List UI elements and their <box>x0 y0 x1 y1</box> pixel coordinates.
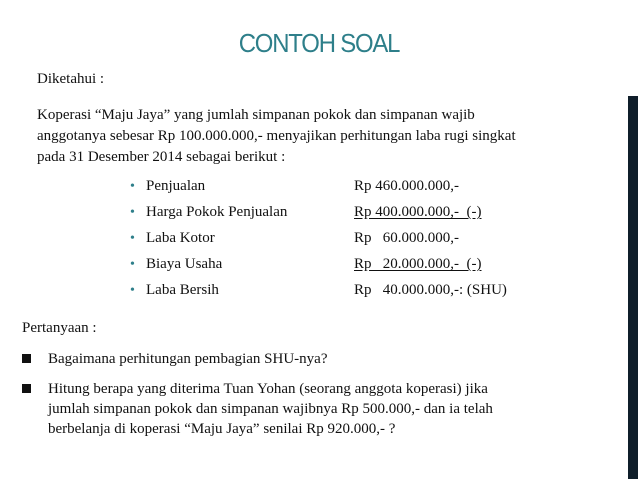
problem-paragraph <box>37 105 516 168</box>
right-edge-bar <box>628 96 638 479</box>
item-value: Rp 40.000.000,-: (SHU) <box>354 282 507 298</box>
round-bullet-icon: • <box>130 179 135 194</box>
item-label: Laba Kotor <box>146 230 215 246</box>
square-bullet-icon <box>22 354 31 363</box>
item-value: Rp 460.000.000,- <box>354 178 459 194</box>
diketahui-label: Diketahui : <box>37 71 105 87</box>
item-label: Laba Bersih <box>146 282 219 298</box>
item-label: Biaya Usaha <box>146 256 223 272</box>
round-bullet-icon: • <box>130 257 135 272</box>
question-line: jumlah simpanan pokok dan simpanan wajibnya Rp 500.000,- dan ia telah <box>48 401 493 417</box>
item-value: Rp 20.000.000,- (-) <box>354 256 482 272</box>
slide-title: CONTOH SOAL <box>238 28 400 58</box>
round-bullet-icon: • <box>130 205 135 220</box>
item-value: Rp 60.000.000,- <box>354 230 459 246</box>
round-bullet-icon: • <box>130 231 135 246</box>
paragraph-line: anggotanya sebesar Rp 100.000.000,- menyajikan perhitungan laba rugi singkat <box>37 128 516 144</box>
item-label: Penjualan <box>146 178 206 194</box>
question-line: Hitung berapa yang diterima Tuan Yohan (seorang anggota koperasi) jika <box>48 381 488 397</box>
item-value: Rp 400.000.000,- (-) <box>354 204 482 220</box>
paragraph-line: pada 31 Desember 2014 sebagai berikut : <box>37 149 286 165</box>
question-text: Bagaimana perhitungan pembagian SHU-nya? <box>48 351 328 367</box>
round-bullet-icon: • <box>130 283 135 298</box>
pertanyaan-label: Pertanyaan : <box>22 320 97 336</box>
item-label: Harga Pokok Penjualan <box>146 204 288 220</box>
question-line: berbelanja di koperasi “Maju Jaya” senilai Rp 920.000,- ? <box>48 421 396 437</box>
paragraph-line: Koperasi “Maju Jaya” yang jumlah simpanan pokok dan simpanan wajib <box>37 107 475 123</box>
square-bullet-icon <box>22 384 31 393</box>
question-text <box>48 379 493 439</box>
